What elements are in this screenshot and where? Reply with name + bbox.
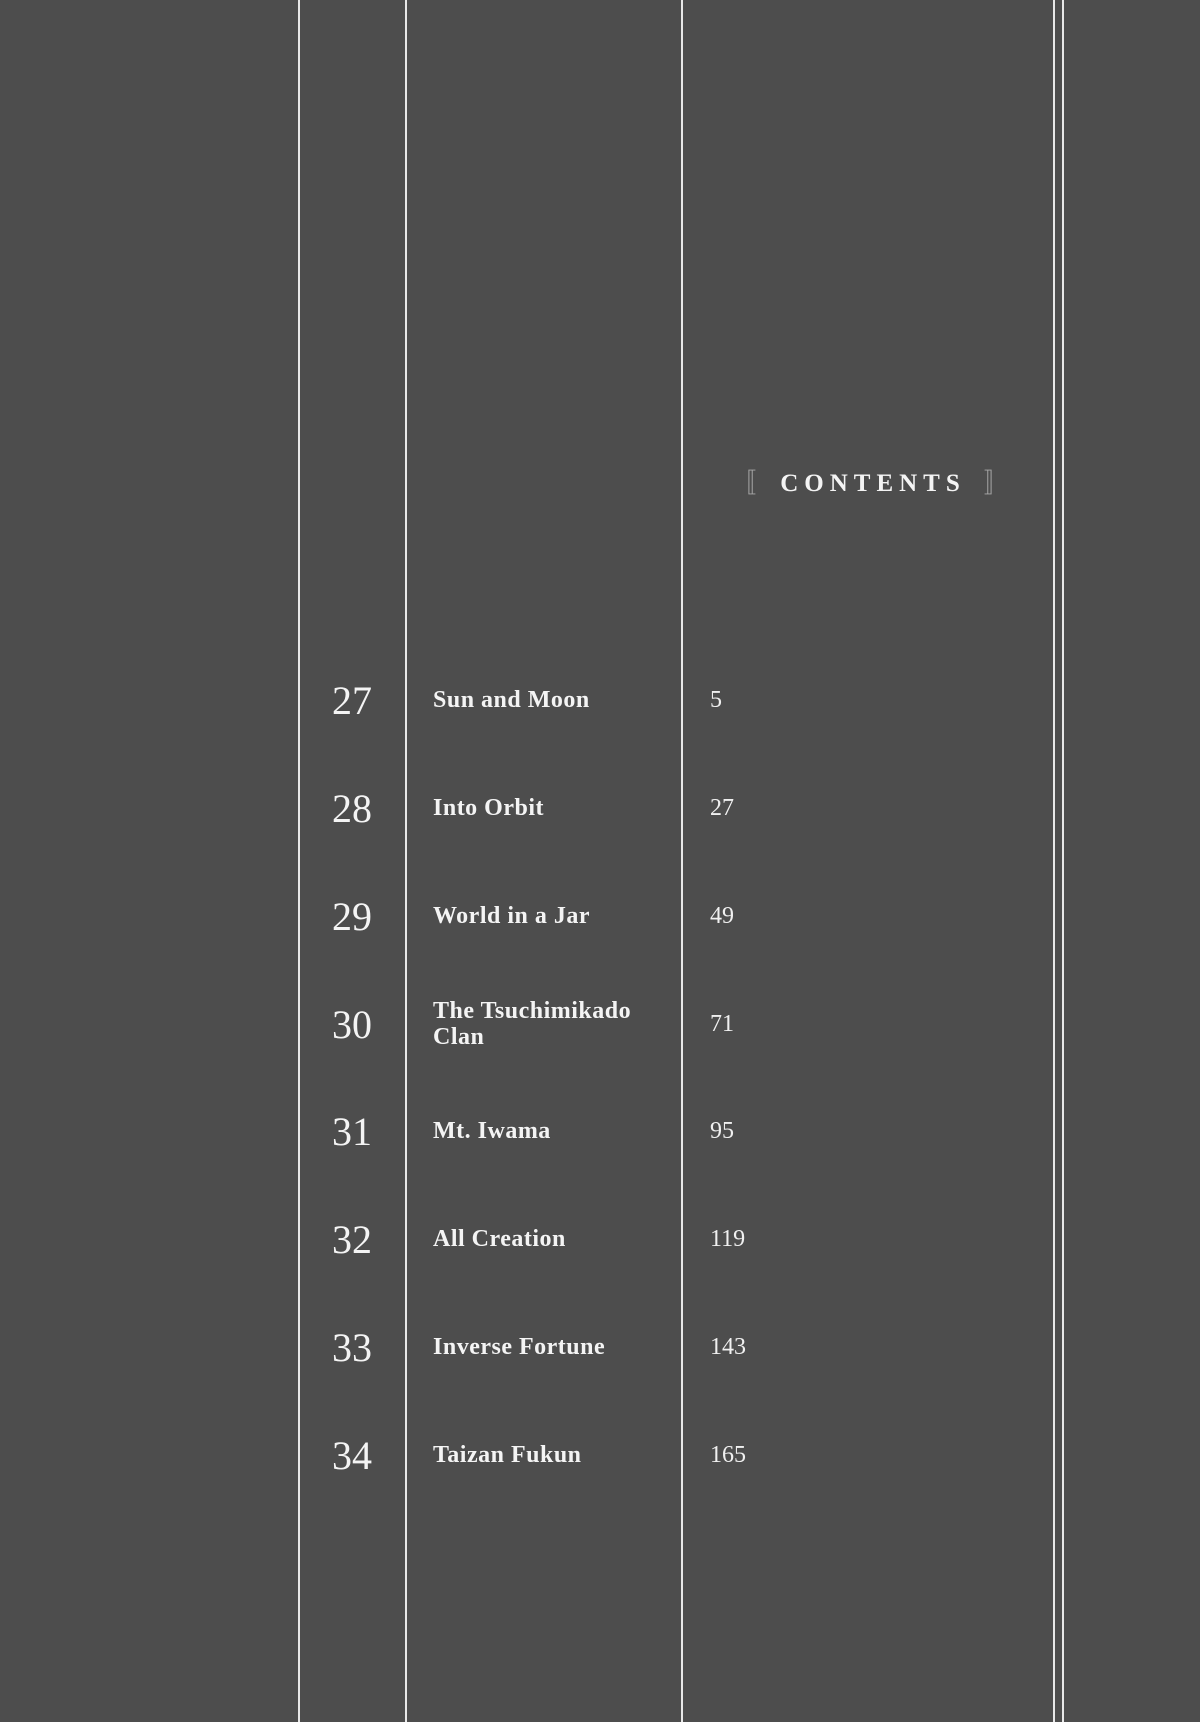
toc-entry-29[interactable] xyxy=(300,886,1060,946)
page-number: 143 xyxy=(710,1333,746,1360)
page-title: CONTENTS xyxy=(780,470,966,497)
chapter-title: All Creation xyxy=(433,1226,566,1252)
toc-entry-27[interactable] xyxy=(300,670,1060,730)
page-number: 5 xyxy=(710,686,722,713)
page-number: 165 xyxy=(710,1441,746,1468)
toc-entry-31[interactable] xyxy=(300,1101,1060,1161)
toc-entry-32[interactable] xyxy=(300,1209,1060,1269)
chapter-title: Sun and Moon xyxy=(433,687,590,713)
toc-entry-34[interactable] xyxy=(300,1425,1060,1485)
right-bracket-ornament: 〛 xyxy=(983,469,1010,499)
page-number: 49 xyxy=(710,902,734,929)
chapter-number: 27 xyxy=(332,677,372,723)
column-rule-right-outer xyxy=(1062,0,1064,1722)
chapter-number: 31 xyxy=(332,1108,372,1154)
chapter-title: Into Orbit xyxy=(433,795,545,821)
chapter-title: Inverse Fortune xyxy=(433,1334,606,1360)
page-number: 119 xyxy=(710,1225,746,1252)
chapter-number: 34 xyxy=(332,1432,372,1478)
chapter-number: 28 xyxy=(332,785,372,831)
chapter-title: Taizan Fukun xyxy=(433,1442,582,1468)
toc-entry-30[interactable] xyxy=(300,994,1060,1054)
chapter-number: 33 xyxy=(332,1324,372,1370)
chapter-number: 30 xyxy=(332,1001,372,1047)
toc-entry-28[interactable] xyxy=(300,778,1060,838)
toc-entry-33[interactable] xyxy=(300,1317,1060,1377)
chapter-number: 29 xyxy=(332,893,372,939)
page-number: 27 xyxy=(710,794,734,821)
page-number: 71 xyxy=(710,1010,734,1037)
chapter-title: Mt. Iwama xyxy=(433,1118,551,1144)
contents-heading xyxy=(730,466,1010,502)
page-number: 95 xyxy=(710,1117,734,1144)
left-bracket-ornament: 〚 xyxy=(730,469,757,499)
chapter-title: World in a Jar xyxy=(433,903,591,929)
chapter-number: 32 xyxy=(332,1216,372,1262)
chapter-title: The Tsuchimikado Clan xyxy=(433,998,632,1050)
